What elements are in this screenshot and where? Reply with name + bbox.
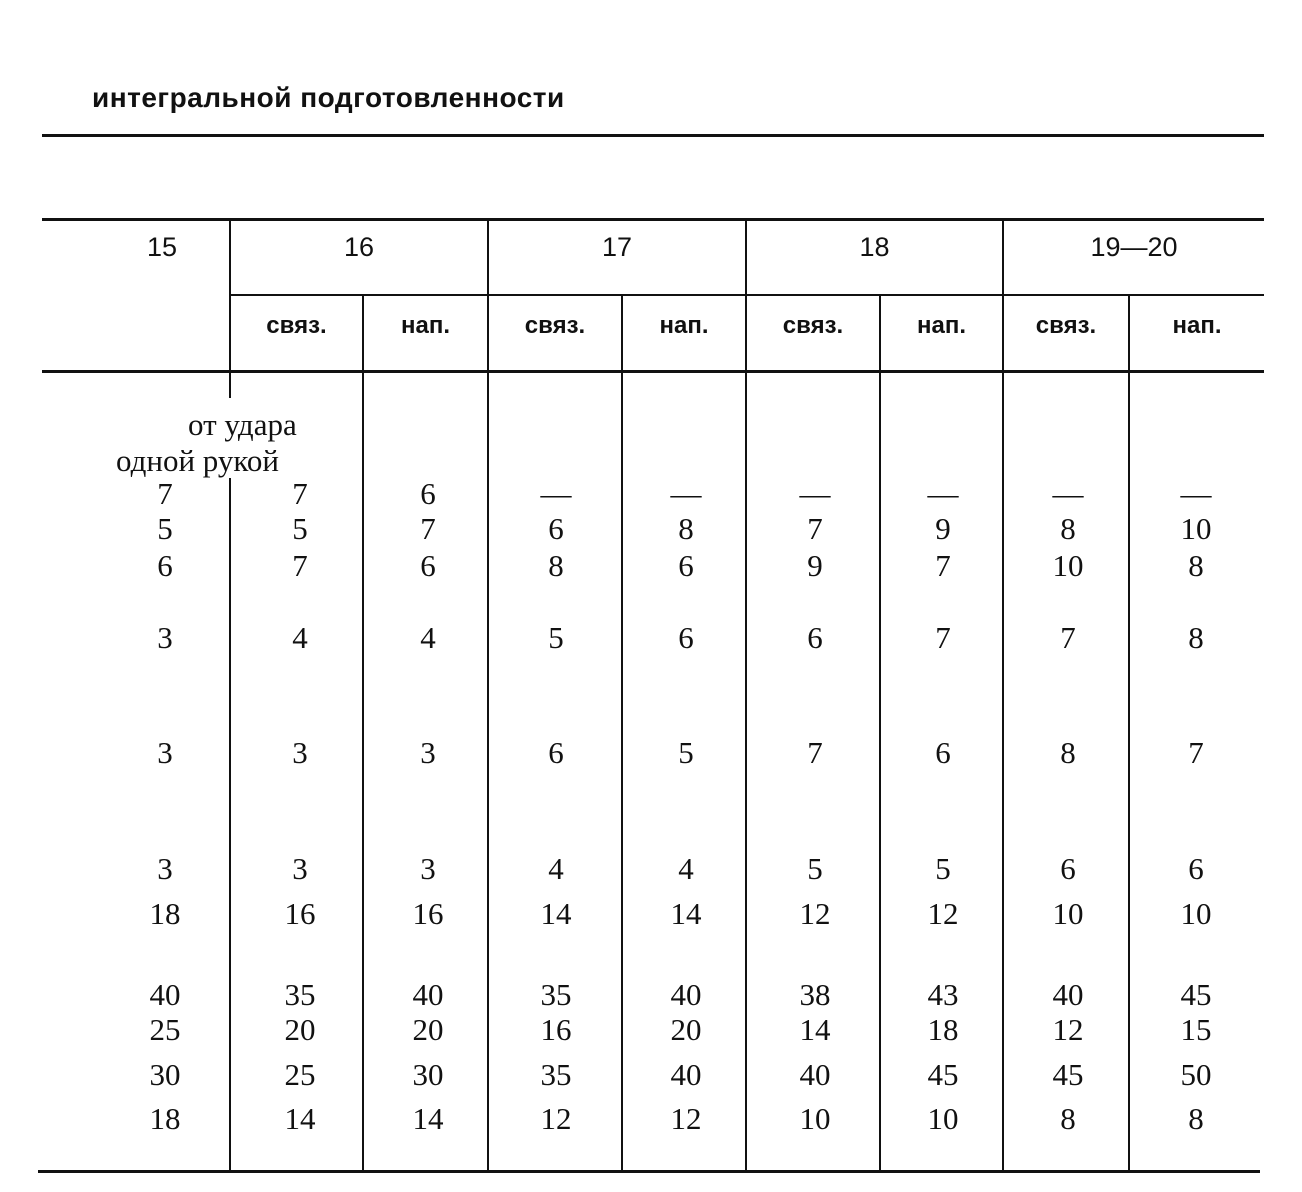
- table-cell: 9: [807, 548, 823, 583]
- table-cell: 35: [284, 977, 316, 1012]
- table-cell: 10: [1052, 896, 1084, 931]
- table-cell: 9: [935, 511, 951, 546]
- table-cell: 18: [927, 1012, 959, 1047]
- table-cell: —: [799, 476, 831, 511]
- table-cell: 3: [292, 735, 308, 770]
- table-cell: 4: [292, 620, 308, 655]
- table-cell: —: [1052, 476, 1084, 511]
- table-cell: 45: [1180, 977, 1212, 1012]
- table-cell: 6: [1188, 851, 1204, 886]
- table-bottom-rule: [38, 1170, 1260, 1173]
- table-cell: 4: [678, 851, 694, 886]
- table-cell: —: [1180, 476, 1212, 511]
- table-cell: 10: [1180, 896, 1212, 931]
- table-cell: 3: [292, 851, 308, 886]
- table-cell: 12: [540, 1101, 572, 1136]
- sub-header: нап.: [1172, 312, 1222, 339]
- table-cell: 6: [420, 548, 436, 583]
- table-cell: 40: [412, 977, 444, 1012]
- table-cell: 6: [807, 620, 823, 655]
- table-cell: 30: [412, 1057, 444, 1092]
- subheader-rule: [230, 294, 1264, 296]
- table-cell: 8: [1060, 735, 1076, 770]
- col-divider: [1128, 294, 1130, 1172]
- table-cell: 5: [935, 851, 951, 886]
- age-header: 17: [601, 232, 633, 262]
- note-line-2: одной рукой: [116, 443, 279, 478]
- table-cell: 4: [548, 851, 564, 886]
- table-cell: 8: [1188, 1101, 1204, 1136]
- table-cell: 8: [1188, 620, 1204, 655]
- table-cell: 25: [149, 1012, 181, 1047]
- table-cell: —: [540, 476, 572, 511]
- sub-header: нап.: [400, 312, 450, 339]
- sub-header: связ.: [524, 312, 586, 339]
- col-divider: [621, 294, 623, 1172]
- table-cell: 50: [1180, 1057, 1212, 1092]
- table-cell: 8: [1060, 1101, 1076, 1136]
- table-cell: 14: [799, 1012, 831, 1047]
- table-cell: 6: [678, 620, 694, 655]
- table-cell: 7: [807, 735, 823, 770]
- table-cell: 12: [670, 1101, 702, 1136]
- table-cell: 12: [927, 896, 959, 931]
- page-title: интегральной подготовленности: [92, 82, 565, 113]
- age-header: 19—20: [1090, 232, 1178, 262]
- table-cell: 20: [670, 1012, 702, 1047]
- table-cell: 3: [157, 851, 173, 886]
- col-divider: [362, 294, 364, 1172]
- age-header: 15: [146, 232, 178, 262]
- table-cell: 6: [420, 476, 436, 511]
- table-cell: 40: [149, 977, 181, 1012]
- sub-header: связ.: [1035, 312, 1097, 339]
- table-cell: 6: [548, 735, 564, 770]
- table-cell: 7: [420, 511, 436, 546]
- table-cell: 5: [807, 851, 823, 886]
- table-cell: 40: [1052, 977, 1084, 1012]
- table-cell: 10: [1180, 511, 1212, 546]
- table-cell: 16: [412, 896, 444, 931]
- table-cell: 10: [799, 1101, 831, 1136]
- table-cell: 7: [292, 548, 308, 583]
- table-cell: 45: [927, 1057, 959, 1092]
- table-cell: 4: [420, 620, 436, 655]
- table-cell: 18: [149, 1101, 181, 1136]
- col-divider: [487, 218, 489, 1172]
- table-cell: 20: [284, 1012, 316, 1047]
- table-cell: —: [670, 476, 702, 511]
- table-cell: 14: [670, 896, 702, 931]
- table-cell: 5: [548, 620, 564, 655]
- table-cell: —: [927, 476, 959, 511]
- table-cell: 35: [540, 977, 572, 1012]
- table-cell: 43: [927, 977, 959, 1012]
- sub-header: связ.: [782, 312, 844, 339]
- table-cell: 3: [157, 735, 173, 770]
- table-cell: 7: [807, 511, 823, 546]
- table-cell: 7: [935, 620, 951, 655]
- table-cell: 6: [157, 548, 173, 583]
- table-cell: 12: [1052, 1012, 1084, 1047]
- table-cell: 5: [292, 511, 308, 546]
- table-cell: 8: [1060, 511, 1076, 546]
- table-cell: 12: [799, 896, 831, 931]
- table-cell: 40: [670, 1057, 702, 1092]
- table-cell: 10: [927, 1101, 959, 1136]
- table-cell: 20: [412, 1012, 444, 1047]
- table-cell: 3: [157, 620, 173, 655]
- table-cell: 8: [678, 511, 694, 546]
- table-cell: 6: [935, 735, 951, 770]
- table-cell: 40: [799, 1057, 831, 1092]
- table-cell: 5: [678, 735, 694, 770]
- table-cell: 7: [157, 476, 173, 511]
- table-cell: 38: [799, 977, 831, 1012]
- title-rule: [42, 134, 1264, 137]
- col-divider: [879, 294, 881, 1172]
- table-cell: 7: [935, 548, 951, 583]
- table-cell: 14: [412, 1101, 444, 1136]
- table-cell: 40: [670, 977, 702, 1012]
- note-line-1: от удара: [188, 407, 297, 442]
- age-header: 18: [859, 232, 890, 262]
- table-cell: 7: [1188, 735, 1204, 770]
- col-divider: [1002, 218, 1004, 1172]
- table-cell: 16: [540, 1012, 572, 1047]
- header-bottom-rule: [42, 370, 1264, 373]
- table-cell: 8: [548, 548, 564, 583]
- table-cell: 3: [420, 851, 436, 886]
- table-cell: 16: [284, 896, 316, 931]
- table-cell: 18: [149, 896, 181, 931]
- table-cell: 8: [1188, 548, 1204, 583]
- col-divider: [229, 478, 231, 1172]
- table-cell: 7: [292, 476, 308, 511]
- table-top-rule: [42, 218, 1264, 221]
- table-cell: 25: [284, 1057, 316, 1092]
- table-cell: 10: [1052, 548, 1084, 583]
- table-cell: 5: [157, 511, 173, 546]
- table-cell: 7: [1060, 620, 1076, 655]
- table-cell: 6: [678, 548, 694, 583]
- table-cell: 35: [540, 1057, 572, 1092]
- table-cell: 14: [540, 896, 572, 931]
- col-divider: [745, 218, 747, 1172]
- table-cell: 3: [420, 735, 436, 770]
- table-cell: 6: [1060, 851, 1076, 886]
- age-header: 16: [343, 232, 375, 262]
- table-cell: 45: [1052, 1057, 1084, 1092]
- table-cell: 14: [284, 1101, 316, 1136]
- table-cell: 30: [149, 1057, 181, 1092]
- sub-header: связ.: [266, 312, 327, 339]
- sub-header: нап.: [659, 312, 709, 339]
- sub-header: нап.: [916, 312, 966, 339]
- table-cell: 15: [1180, 1012, 1212, 1047]
- table-cell: 6: [548, 511, 564, 546]
